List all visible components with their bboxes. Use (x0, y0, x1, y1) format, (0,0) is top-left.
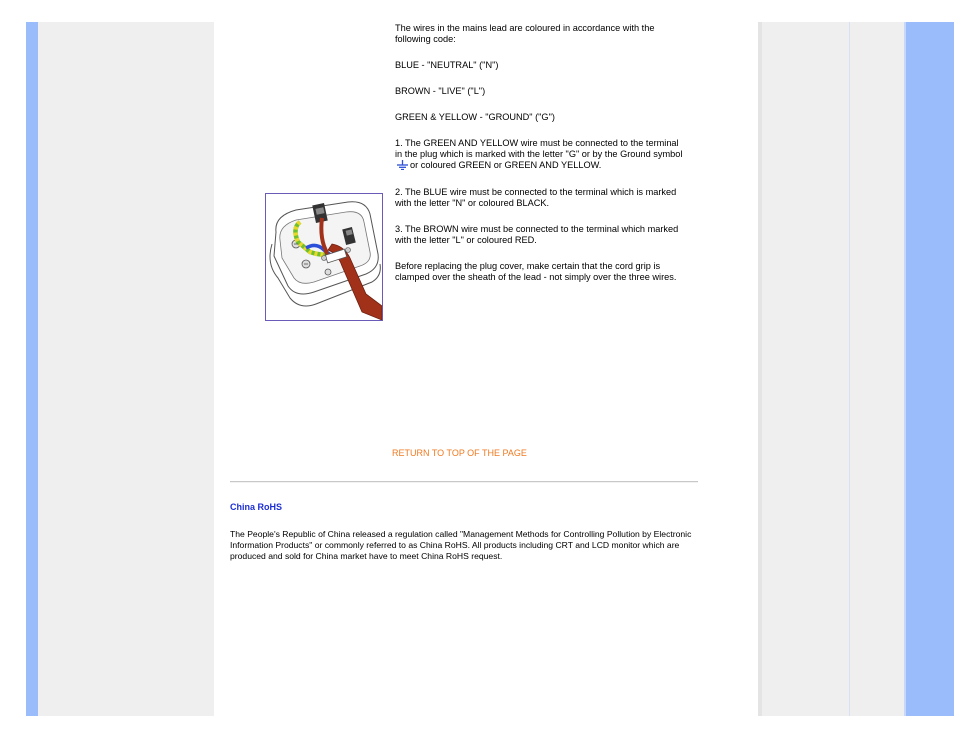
right-frame-margin (758, 22, 904, 716)
left-frame-accent (26, 22, 38, 716)
left-frame-margin (38, 22, 214, 716)
main-content (214, 0, 758, 738)
right-frame-shadow (758, 22, 762, 716)
wiring-rule-3: 3. The BROWN wire must be connected to the terminal which marked with the letter "L" or coloured RED. (395, 224, 679, 245)
section-divider (230, 481, 698, 483)
wire-code-green-yellow: GREEN & YELLOW - "GROUND" ("G") (395, 112, 555, 122)
return-to-top-link[interactable]: RETURN TO TOP OF THE PAGE (392, 448, 527, 458)
wiring-rule-1 (395, 138, 685, 173)
wiring-instructions (395, 23, 685, 298)
plug-cover-note: Before replacing the plug cover, make certain that the cord grip is clamped over the sheath of the lead - not simply over the three wires. (395, 261, 677, 282)
wiring-rule-1-text-a: 1. The GREEN AND YELLOW wire must be connected to the terminal in the plug which is marked with the letter "G" or by the Ground symbol (395, 138, 683, 159)
wire-code-brown: BROWN - "LIVE" ("L") (395, 86, 486, 96)
right-frame-divider (849, 22, 850, 716)
wiring-rule-1-text-b: or coloured GREEN or GREEN AND YELLOW. (410, 160, 602, 170)
china-rohs-body: The People's Republic of China released a regulation called "Management Methods for Controlling Pollution by Electronic Information Products" or commonly referred to as China RoHS. All products including CRT and LCD monitor which are produced and sold for China market have to meet China RoHS request. (230, 529, 692, 561)
china-rohs-heading: China RoHS (230, 502, 283, 512)
ground-symbol-icon (397, 160, 408, 173)
plug-wiring-illustration (265, 193, 383, 321)
wiring-intro: The wires in the mains lead are coloured in accordance with the following code: (395, 23, 655, 44)
wire-code-blue: BLUE - "NEUTRAL" ("N") (395, 60, 499, 70)
right-frame-accent (906, 22, 954, 716)
wiring-rule-2: 2. The BLUE wire must be connected to the terminal which is marked with the letter "N" or coloured BLACK. (395, 187, 677, 208)
